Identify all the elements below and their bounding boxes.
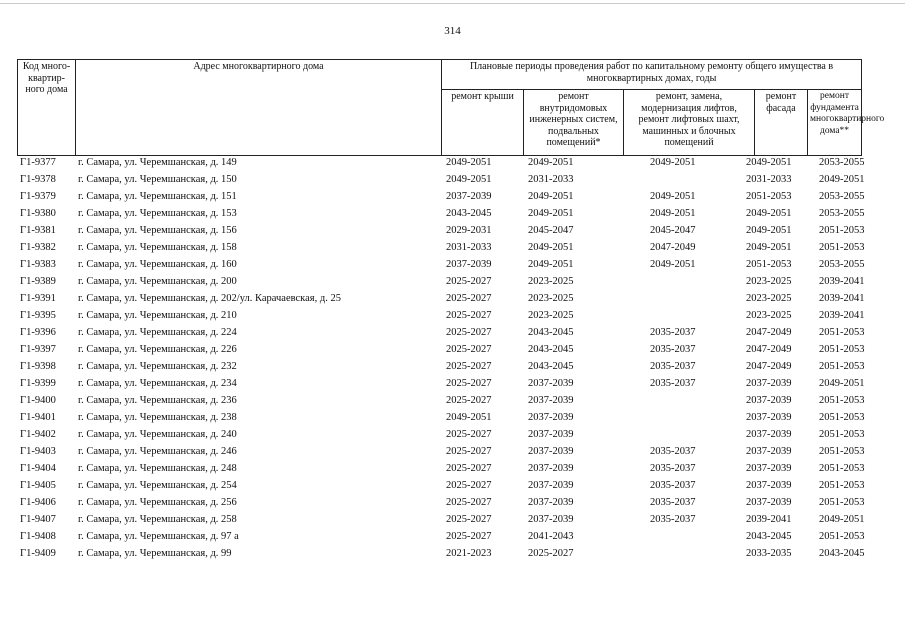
table-row: [0, 395, 905, 412]
row-code: Г1-9398: [20, 361, 56, 372]
row-foundation: 2053-2055: [819, 157, 865, 168]
row-foundation: 2051-2053: [819, 225, 865, 236]
row-address: г. Самара, ул. Черемшанская, д. 258: [78, 514, 237, 525]
table-row: [0, 310, 905, 327]
row-facade: 2037-2039: [746, 446, 792, 457]
row-facade: 2037-2039: [746, 429, 792, 440]
row-address: г. Самара, ул. Черемшанская, д. 160: [78, 259, 237, 270]
row-address: г. Самара, ул. Черемшанская, д. 99: [78, 548, 232, 559]
row-code: Г1-9402: [20, 429, 56, 440]
row-roof: 2025-2027: [446, 497, 492, 508]
row-engineering: 2041-2043: [528, 531, 574, 542]
row-engineering: 2025-2027: [528, 548, 574, 559]
header-facade: ремонт фасада: [755, 90, 808, 156]
table-row: [0, 446, 905, 463]
table-row: [0, 191, 905, 208]
row-foundation: 2043-2045: [819, 548, 865, 559]
row-engineering: 2023-2025: [528, 276, 574, 287]
row-facade: 2023-2025: [746, 310, 792, 321]
row-foundation: 2051-2053: [819, 412, 865, 423]
row-roof: 2025-2027: [446, 344, 492, 355]
row-roof: 2025-2027: [446, 395, 492, 406]
row-foundation: 2039-2041: [819, 276, 865, 287]
row-code: Г1-9377: [20, 157, 56, 168]
row-roof: 2025-2027: [446, 310, 492, 321]
row-foundation: 2051-2053: [819, 361, 865, 372]
page-top-rule: [0, 3, 905, 4]
row-lifts: 2049-2051: [650, 157, 696, 168]
row-foundation: 2051-2053: [819, 463, 865, 474]
table-row: [0, 412, 905, 429]
row-code: Г1-9378: [20, 174, 56, 185]
row-foundation: 2053-2055: [819, 208, 865, 219]
row-foundation: 2051-2053: [819, 327, 865, 338]
header-lifts: ремонт, замена, модернизация лифтов, ремонт лифтовых шахт, машинных и блочных помещений: [624, 90, 755, 156]
row-engineering: 2049-2051: [528, 259, 574, 270]
row-address: г. Самара, ул. Черемшанская, д. 151: [78, 191, 237, 202]
table-row: [0, 361, 905, 378]
row-engineering: 2037-2039: [528, 395, 574, 406]
row-code: Г1-9396: [20, 327, 56, 338]
row-address: г. Самара, ул. Черемшанская, д. 240: [78, 429, 237, 440]
row-engineering: 2037-2039: [528, 429, 574, 440]
row-facade: 2037-2039: [746, 463, 792, 474]
row-facade: 2037-2039: [746, 412, 792, 423]
row-facade: 2037-2039: [746, 480, 792, 491]
row-lifts: 2035-2037: [650, 344, 696, 355]
row-code: Г1-9383: [20, 259, 56, 270]
row-address: г. Самара, ул. Черемшанская, д. 238: [78, 412, 237, 423]
row-facade: 2049-2051: [746, 208, 792, 219]
table-row: [0, 242, 905, 259]
row-roof: 2025-2027: [446, 378, 492, 389]
row-facade: 2051-2053: [746, 191, 792, 202]
table-row: [0, 293, 905, 310]
row-engineering: 2037-2039: [528, 463, 574, 474]
row-foundation: 2049-2051: [819, 174, 865, 185]
table-row: [0, 327, 905, 344]
row-engineering: 2023-2025: [528, 310, 574, 321]
row-code: Г1-9395: [20, 310, 56, 321]
row-code: Г1-9379: [20, 191, 56, 202]
row-code: Г1-9403: [20, 446, 56, 457]
row-foundation: 2051-2053: [819, 531, 865, 542]
row-facade: 2023-2025: [746, 293, 792, 304]
row-engineering: 2049-2051: [528, 191, 574, 202]
row-lifts: 2049-2051: [650, 208, 696, 219]
row-lifts: 2045-2047: [650, 225, 696, 236]
row-address: г. Самара, ул. Черемшанская, д. 226: [78, 344, 237, 355]
row-facade: 2049-2051: [746, 242, 792, 253]
table-row: [0, 429, 905, 446]
row-address: г. Самара, ул. Черемшанская, д. 202/ул. Карачаевская, д. 25: [78, 293, 341, 304]
row-roof: 2025-2027: [446, 480, 492, 491]
row-engineering: 2031-2033: [528, 174, 574, 185]
row-engineering: 2023-2025: [528, 293, 574, 304]
row-code: Г1-9407: [20, 514, 56, 525]
row-address: г. Самара, ул. Черемшанская, д. 236: [78, 395, 237, 406]
table-row: [0, 548, 905, 565]
table-row: [0, 463, 905, 480]
row-code: Г1-9397: [20, 344, 56, 355]
table-row: [0, 259, 905, 276]
row-lifts: 2035-2037: [650, 378, 696, 389]
row-roof: 2025-2027: [446, 293, 492, 304]
row-roof: 2025-2027: [446, 531, 492, 542]
row-address: г. Самара, ул. Черемшанская, д. 254: [78, 480, 237, 491]
row-roof: 2043-2045: [446, 208, 492, 219]
header-code: Код много-квартир-ного дома: [18, 60, 76, 156]
row-lifts: 2047-2049: [650, 242, 696, 253]
row-code: Г1-9381: [20, 225, 56, 236]
table-row: [0, 514, 905, 531]
row-engineering: 2037-2039: [528, 378, 574, 389]
row-facade: 2039-2041: [746, 514, 792, 525]
row-code: Г1-9406: [20, 497, 56, 508]
row-address: г. Самара, ул. Черемшанская, д. 158: [78, 242, 237, 253]
table-row: [0, 174, 905, 191]
row-address: г. Самара, ул. Черемшанская, д. 256: [78, 497, 237, 508]
row-code: Г1-9405: [20, 480, 56, 491]
row-lifts: 2035-2037: [650, 361, 696, 372]
row-roof: 2049-2051: [446, 157, 492, 168]
table-row: [0, 225, 905, 242]
row-code: Г1-9408: [20, 531, 56, 542]
header-engineering: ремонт внутридомовых инженерных систем, подвальных помещений*: [524, 90, 624, 156]
row-foundation: 2053-2055: [819, 191, 865, 202]
row-code: Г1-9399: [20, 378, 56, 389]
row-engineering: 2037-2039: [528, 480, 574, 491]
row-address: г. Самара, ул. Черемшанская, д. 149: [78, 157, 237, 168]
row-code: Г1-9404: [20, 463, 56, 474]
row-lifts: 2049-2051: [650, 191, 696, 202]
row-address: г. Самара, ул. Черемшанская, д. 97 а: [78, 531, 239, 542]
row-address: г. Самара, ул. Черемшанская, д. 246: [78, 446, 237, 457]
row-facade: 2033-2035: [746, 548, 792, 559]
table-row: [0, 497, 905, 514]
row-lifts: 2035-2037: [650, 463, 696, 474]
row-lifts: 2035-2037: [650, 446, 696, 457]
row-facade: 2037-2039: [746, 497, 792, 508]
row-engineering: 2037-2039: [528, 412, 574, 423]
row-roof: 2037-2039: [446, 259, 492, 270]
row-engineering: 2049-2051: [528, 208, 574, 219]
row-foundation: 2049-2051: [819, 378, 865, 389]
header-periods: Плановые периоды проведения работ по капитальному ремонту общего имущества в многоквартирных домах, годы: [442, 60, 862, 90]
row-roof: 2021-2023: [446, 548, 492, 559]
row-address: г. Самара, ул. Черемшанская, д. 234: [78, 378, 237, 389]
row-engineering: 2037-2039: [528, 497, 574, 508]
row-foundation: 2039-2041: [819, 310, 865, 321]
row-foundation: 2051-2053: [819, 497, 865, 508]
row-address: г. Самара, ул. Черемшанская, д. 153: [78, 208, 237, 219]
row-facade: 2047-2049: [746, 327, 792, 338]
row-engineering: 2043-2045: [528, 361, 574, 372]
row-facade: 2023-2025: [746, 276, 792, 287]
row-roof: 2025-2027: [446, 327, 492, 338]
row-engineering: 2037-2039: [528, 514, 574, 525]
row-code: Г1-9400: [20, 395, 56, 406]
row-roof: 2049-2051: [446, 174, 492, 185]
row-roof: 2025-2027: [446, 361, 492, 372]
row-foundation: 2051-2053: [819, 395, 865, 406]
row-roof: 2025-2027: [446, 463, 492, 474]
row-foundation: 2039-2041: [819, 293, 865, 304]
row-foundation: 2053-2055: [819, 259, 865, 270]
row-facade: 2037-2039: [746, 378, 792, 389]
row-foundation: 2051-2053: [819, 429, 865, 440]
row-roof: 2025-2027: [446, 446, 492, 457]
row-roof: 2025-2027: [446, 276, 492, 287]
row-code: Г1-9382: [20, 242, 56, 253]
row-facade: 2047-2049: [746, 361, 792, 372]
table-row: [0, 208, 905, 225]
page-number: 314: [444, 25, 461, 37]
row-address: г. Самара, ул. Черемшанская, д. 150: [78, 174, 237, 185]
row-foundation: 2051-2053: [819, 344, 865, 355]
row-roof: 2037-2039: [446, 191, 492, 202]
row-lifts: 2035-2037: [650, 497, 696, 508]
row-address: г. Самара, ул. Черемшанская, д. 232: [78, 361, 237, 372]
row-lifts: 2035-2037: [650, 327, 696, 338]
row-address: г. Самара, ул. Черемшанская, д. 224: [78, 327, 237, 338]
row-code: Г1-9391: [20, 293, 56, 304]
table-header: [17, 59, 885, 156]
row-foundation: 2051-2053: [819, 446, 865, 457]
row-engineering: 2045-2047: [528, 225, 574, 236]
row-code: Г1-9389: [20, 276, 56, 287]
row-facade: 2047-2049: [746, 344, 792, 355]
row-roof: 2025-2027: [446, 514, 492, 525]
row-facade: 2051-2053: [746, 259, 792, 270]
table-row: [0, 480, 905, 497]
row-foundation: 2049-2051: [819, 514, 865, 525]
row-code: Г1-9409: [20, 548, 56, 559]
row-code: Г1-9401: [20, 412, 56, 423]
row-lifts: 2035-2037: [650, 480, 696, 491]
row-foundation: 2051-2053: [819, 480, 865, 491]
table-row: [0, 531, 905, 548]
row-engineering: 2049-2051: [528, 157, 574, 168]
row-engineering: 2037-2039: [528, 446, 574, 457]
row-roof: 2049-2051: [446, 412, 492, 423]
row-address: г. Самара, ул. Черемшанская, д. 156: [78, 225, 237, 236]
table-row: [0, 276, 905, 293]
row-lifts: 2035-2037: [650, 514, 696, 525]
table-row: [0, 157, 905, 174]
row-facade: 2049-2051: [746, 225, 792, 236]
row-engineering: 2049-2051: [528, 242, 574, 253]
table-row: [0, 344, 905, 361]
row-address: г. Самара, ул. Черемшанская, д. 248: [78, 463, 237, 474]
row-engineering: 2043-2045: [528, 344, 574, 355]
row-code: Г1-9380: [20, 208, 56, 219]
table-row: [0, 378, 905, 395]
header-roof: ремонт крыши: [442, 90, 524, 156]
row-roof: 2025-2027: [446, 429, 492, 440]
row-engineering: 2043-2045: [528, 327, 574, 338]
row-facade: 2049-2051: [746, 157, 792, 168]
row-facade: 2043-2045: [746, 531, 792, 542]
row-address: г. Самара, ул. Черемшанская, д. 200: [78, 276, 237, 287]
header-address: Адрес многоквартирного дома: [76, 60, 442, 156]
row-roof: 2029-2031: [446, 225, 492, 236]
row-foundation: 2051-2053: [819, 242, 865, 253]
row-address: г. Самара, ул. Черемшанская, д. 210: [78, 310, 237, 321]
row-facade: 2037-2039: [746, 395, 792, 406]
row-lifts: 2049-2051: [650, 259, 696, 270]
row-roof: 2031-2033: [446, 242, 492, 253]
header-foundation: ремонт фундамента многоквартирного дома**: [808, 90, 862, 156]
table-body: [0, 157, 905, 565]
row-facade: 2031-2033: [746, 174, 792, 185]
